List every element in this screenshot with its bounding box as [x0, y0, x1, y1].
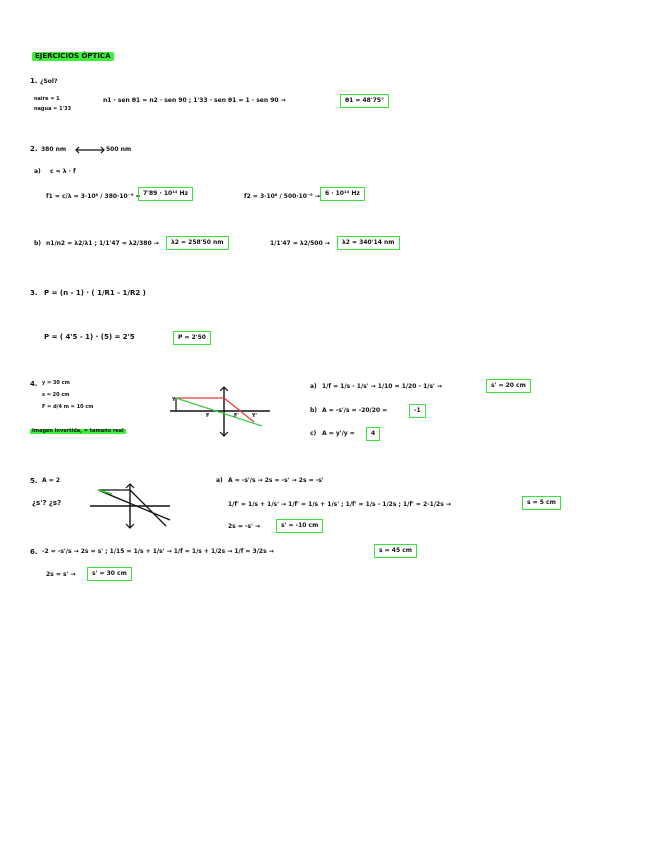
ex2-b1-equation: n1/n2 = λ2/λ1 ; 1/1'47 = λ2/380 →: [46, 240, 159, 247]
ex6-answer-box: s = 45 cm: [374, 544, 417, 558]
ex1-data-2: nagua = 1'33: [34, 106, 72, 112]
ex4-a-equation: 1/f = 1/s - 1/s' → 1/10 = 1/20 - 1/s' →: [322, 383, 442, 390]
ex4-data-3: F = d/4 m = 10 cm: [42, 404, 94, 410]
ex2-b1-answer-box: λ2 = 258'50 nm: [166, 236, 229, 250]
ex4-diagram-focus-prime: F': [234, 413, 239, 419]
ex5-a-equation: A = -s'/s → 2s = -s' → 2s = -s': [228, 477, 324, 484]
ex2-f1-equation: f1 = c/λ = 3·10⁸ / 380·10⁻⁹ =: [46, 193, 141, 200]
ex4-b-label: b): [310, 407, 318, 414]
ex1-question: ¿Sol?: [40, 78, 58, 85]
ex2-part-b-label: b): [34, 240, 42, 247]
ex1-answer-box: θ1 = 48'75°: [340, 94, 389, 108]
ex5-s-answer-box: s = 5 cm: [522, 496, 561, 510]
ex4-diagram-focus: F: [206, 413, 210, 419]
ex2-f2-equation: f2 = 3·10⁸ / 500·10⁻⁹ →: [244, 193, 320, 200]
ex4-c-label: c): [310, 430, 317, 437]
ex4-number: 4.: [30, 380, 38, 388]
ex5-a-label: a): [216, 477, 223, 484]
ex4-a-answer-box: s' = 20 cm: [486, 379, 531, 393]
ex4-data-1: y = 30 cm: [42, 380, 70, 386]
ex5-number: 5.: [30, 477, 38, 485]
ex4-c-equation: A = y'/y =: [322, 430, 355, 437]
ex5-lens-diagram: [90, 480, 174, 532]
ex2-f1-answer-box: 7'89 · 10¹⁴ Hz: [138, 187, 193, 201]
ex4-diagram-y-prime: Y': [252, 413, 258, 419]
ex3-formula: P = (n - 1) · ( 1/R1 - 1/R2 ): [44, 289, 146, 297]
ex4-b-answer-box: -1: [409, 404, 426, 418]
lens-ray-diagram: [170, 384, 274, 440]
ex5-lens-equation: 1/f' = 1/s + 1/s' → 1/f' = 1/s + 1/s' ; 1/f' = 1/s - 1/2s ; 1/f' = 2-1/2s →: [228, 501, 451, 508]
ex2-number: 2.: [30, 145, 38, 153]
ex2-range-from: 380 nm: [41, 146, 67, 153]
ex6-relation: 2s = s' →: [46, 571, 76, 578]
ex3-number: 3.: [30, 289, 38, 297]
ex2-f2-answer-box: 6 · 10¹⁴ Hz: [320, 187, 365, 201]
ex4-diagram-y: Y: [172, 397, 176, 403]
ex5-given: A = 2: [42, 477, 61, 484]
ex4-data-2: s = 20 cm: [42, 392, 70, 398]
ex2-b2-equation: 1/1'47 = λ2/500 →: [270, 240, 330, 247]
ex2-range-to: 500 nm: [106, 146, 132, 153]
ex6-second-answer-box: s' = 30 cm: [87, 567, 132, 581]
ex2-b2-answer-box: λ2 = 340'14 nm: [337, 236, 400, 250]
ex6-number: 6.: [30, 548, 38, 556]
ex1-equation: n1 · sen θ1 = n2 · sen 90 ; 1'33 · sen θ1 = 1 · sen 90 →: [103, 97, 286, 104]
ex5-s-prime-answer-box: s' = -10 cm: [276, 519, 323, 533]
ex4-c-answer-box: 4: [366, 427, 380, 441]
ex3-calculation: P = ( 4'5 - 1) · (5) = 2'5: [44, 333, 135, 341]
page-title: EJERCICIOS ÓPTICA: [32, 52, 114, 61]
ex1-data-1: naire = 1: [34, 96, 60, 102]
double-arrow-icon: [74, 146, 106, 154]
ex1-number: 1.: [30, 77, 38, 85]
ex2-part-a-formula: c = λ · f: [50, 168, 76, 175]
ex2-part-a-label: a): [34, 168, 41, 175]
ex6-equation: -2 = -s'/s → 2s = s' ; 1/15 = 1/s + 1/s' → 1/f = 1/s + 1/2s → 1/f = 3/2s →: [42, 548, 274, 555]
ex5-question: ¿s'? ¿s?: [32, 499, 62, 507]
ex4-note: Imagen invertida, = tamaño real: [32, 428, 124, 434]
ex4-a-label: a): [310, 383, 317, 390]
ex5-relation: 2s = -s' →: [228, 523, 260, 530]
ex3-answer-box: P = 2'50: [173, 331, 211, 345]
ex4-b-equation: A = -s'/s = -20/20 =: [322, 407, 388, 414]
